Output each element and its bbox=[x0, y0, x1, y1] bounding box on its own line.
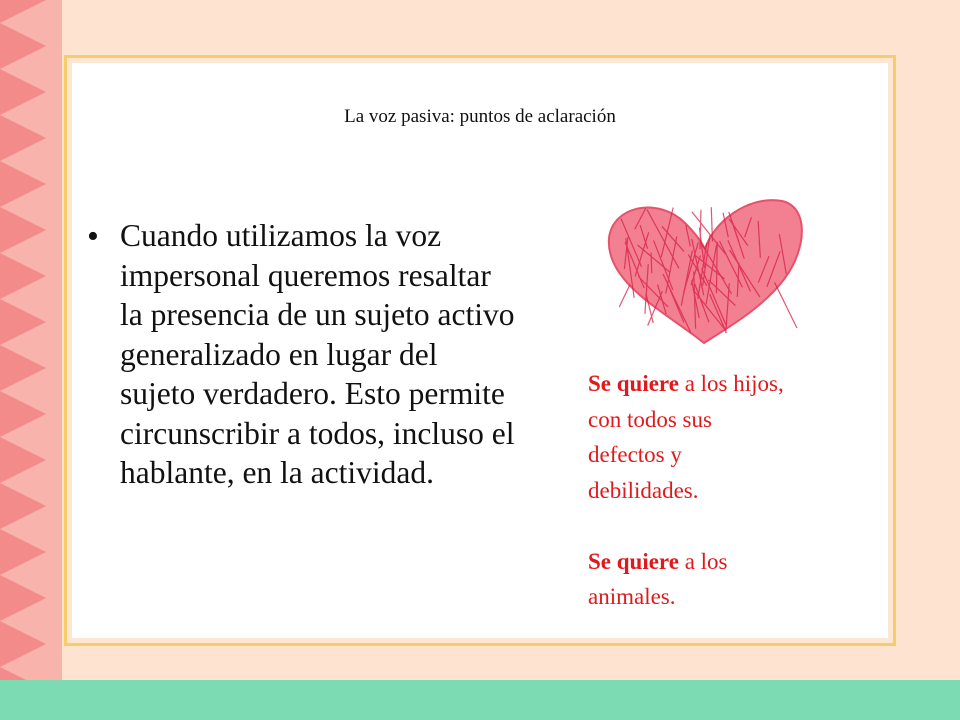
example-2-rest: a los bbox=[678, 548, 728, 574]
example-2-line-2: animales. bbox=[588, 584, 676, 609]
bullet-paragraph: Cuando utilizamos la voz impersonal queremos resaltar la presencia de un sujeto activo generalizado en lugar del sujeto verdadero. Esto permite circunscribir a todos, incluso el hablante, en la actividad. bbox=[120, 218, 515, 490]
bullet-marker: • bbox=[87, 218, 99, 255]
slide-title: La voz pasiva: puntos de aclaración bbox=[344, 106, 616, 127]
example-2-line-1 bbox=[588, 544, 878, 580]
slide-content-area bbox=[72, 63, 888, 638]
example-1-line-3: defectos y bbox=[588, 442, 682, 467]
example-1-line-2: con todos sus bbox=[588, 406, 712, 432]
decorative-diamond-border bbox=[0, 0, 62, 720]
example-1-rest: a los hijos, bbox=[678, 371, 784, 396]
example-spacer bbox=[588, 508, 878, 544]
example-2-emphasis: Se quiere bbox=[588, 548, 679, 574]
heart-drawing-image bbox=[597, 193, 812, 353]
example-sentences bbox=[588, 366, 878, 615]
example-1-line-1 bbox=[588, 366, 878, 402]
example-1-emphasis: Se quiere bbox=[588, 371, 679, 396]
slide-frame bbox=[64, 55, 896, 646]
example-1-line-4: debilidades. bbox=[588, 477, 699, 503]
bottom-green-band bbox=[0, 680, 960, 720]
